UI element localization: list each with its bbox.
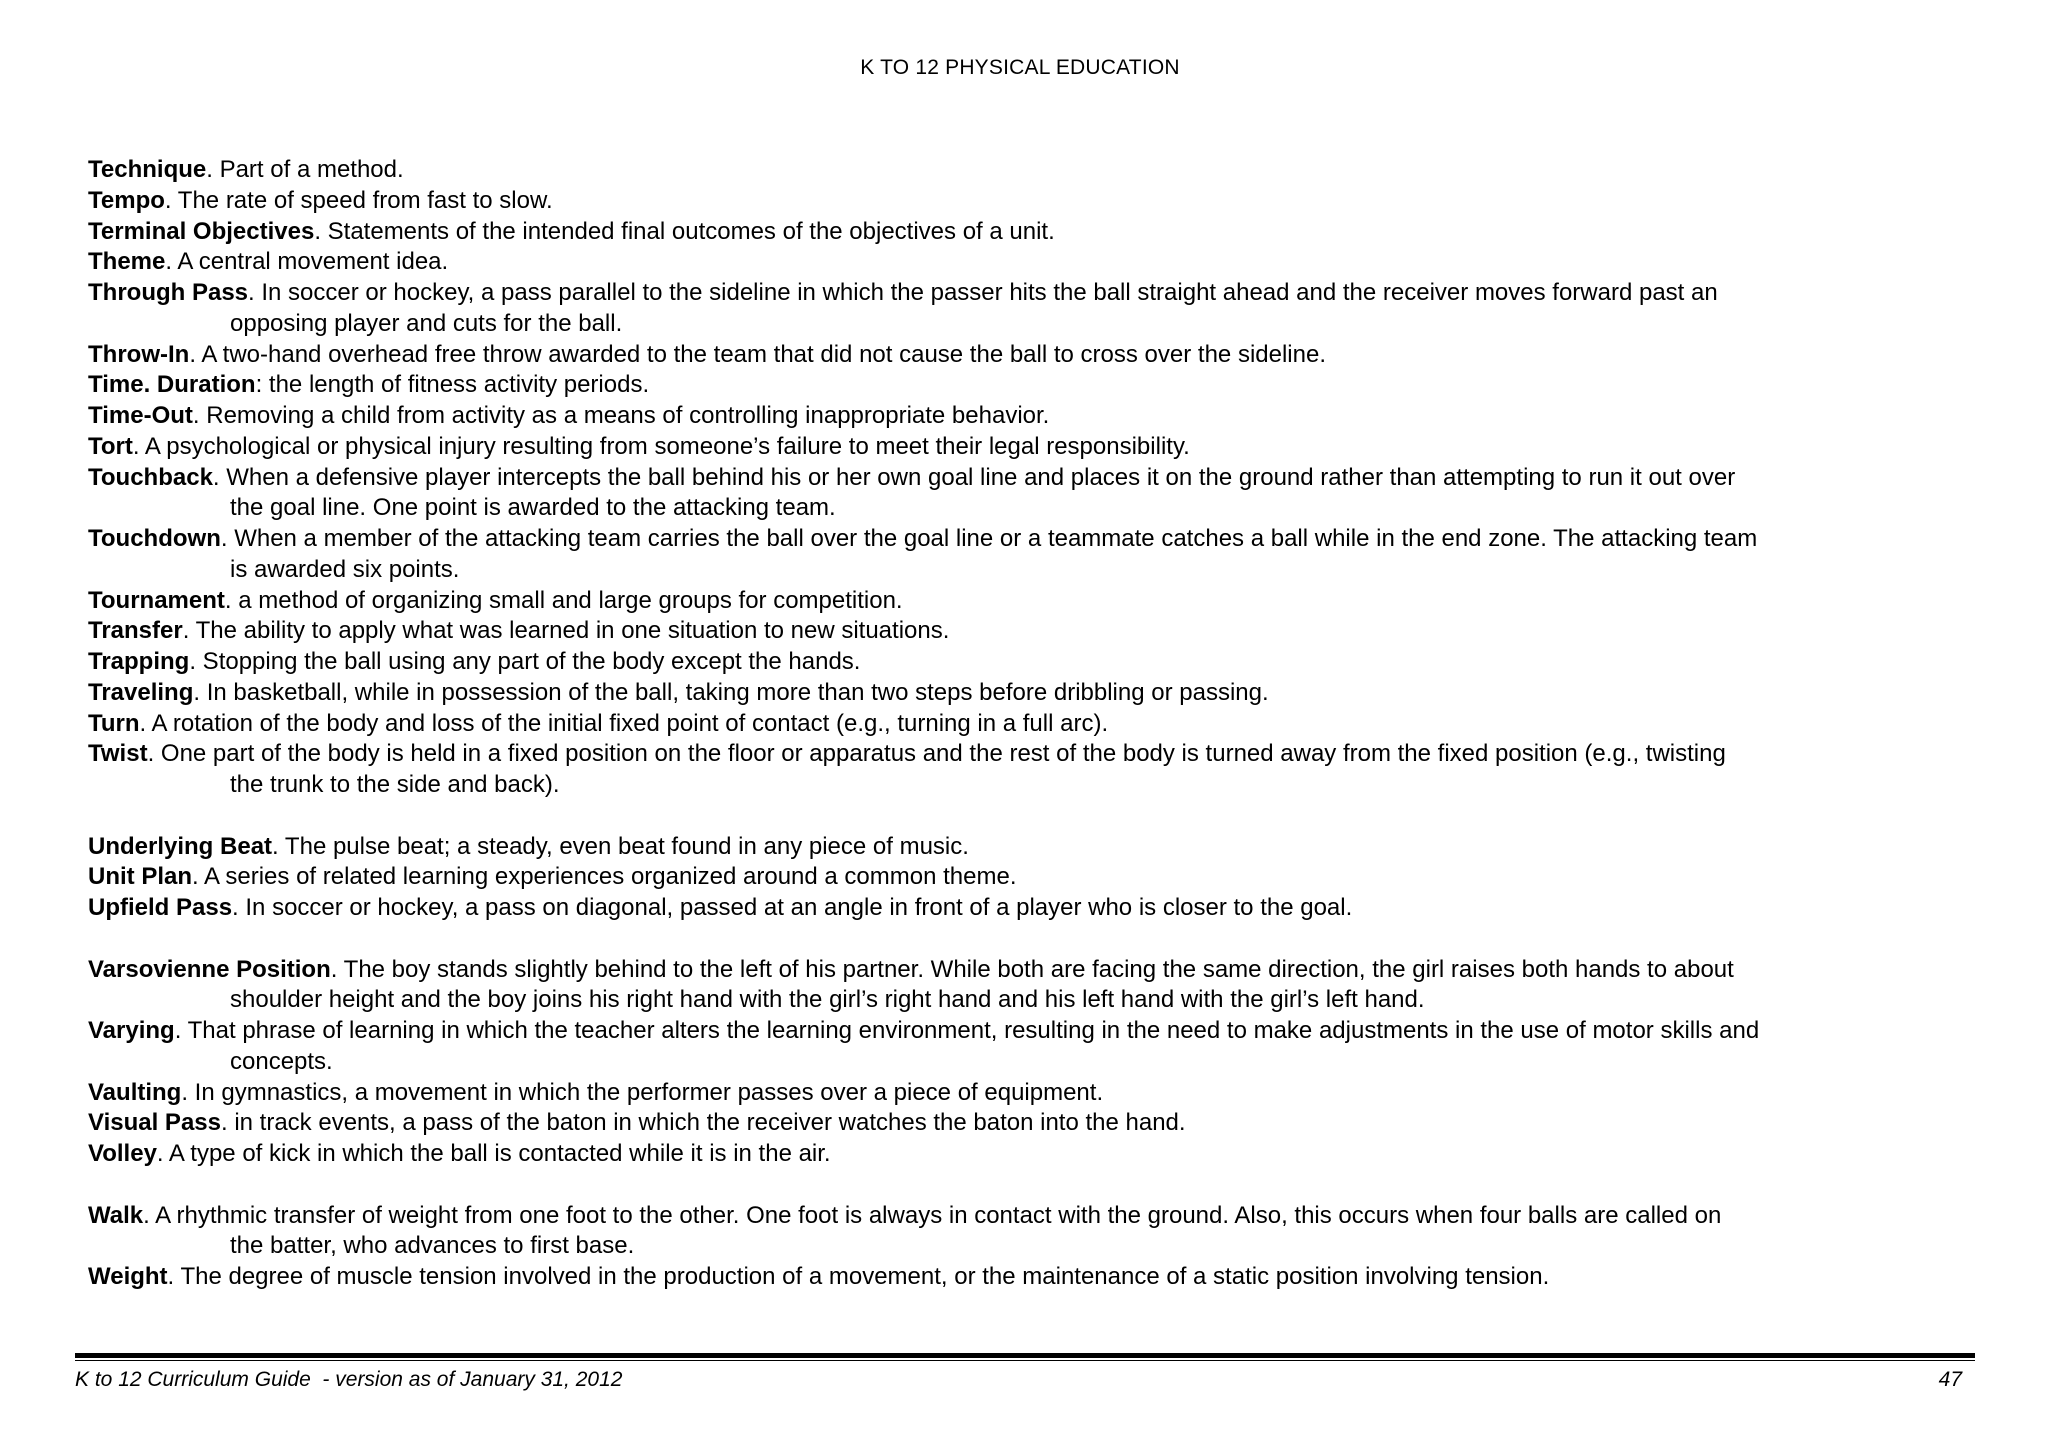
glossary-term: Varsovienne Position [88, 955, 331, 983]
glossary-term: Through Pass [88, 279, 249, 306]
glossary-definition: . A rhythmic transfer of weight from one foot to the other. One foot is always in contact with the ground. Also, this occurs when four balls are called on [143, 1201, 1722, 1229]
glossary-term: Time-Out [88, 402, 193, 429]
glossary-term: Volley [88, 1140, 157, 1167]
glossary-entry-line [88, 1108, 2028, 1139]
glossary-entry [88, 217, 2028, 248]
glossary-term: Upfield Pass [88, 894, 233, 921]
glossary-definition: . a method of organizing small and large groups for competition. [224, 586, 903, 614]
glossary-entry-line [88, 955, 2028, 986]
glossary-definition-continued: the goal line. One point is awarded to the attacking team. [230, 494, 836, 522]
glossary-entry-line [88, 370, 2028, 401]
glossary-term: Weight [88, 1263, 168, 1290]
glossary-term: Trapping [88, 648, 190, 675]
glossary-entry-line [88, 1139, 2028, 1170]
glossary-term: Vaulting [88, 1078, 182, 1106]
glossary-term: Touchdown [88, 525, 221, 552]
glossary-entry [88, 955, 2028, 1017]
glossary-entry-line [88, 432, 2028, 463]
glossary-entry [88, 432, 2028, 463]
glossary-definition: . One part of the body is held in a fixed position on the floor or apparatus and the rest of the body is turned away from the fixed position (e.g., twisting [147, 740, 1726, 768]
glossary-entry-line [88, 247, 2028, 278]
glossary-entry [88, 463, 2028, 525]
glossary-definition: . The boy stands slightly behind to the left of his partner. While both are facing the same direction, the girl raises both hands to about [330, 955, 1734, 983]
glossary-list [88, 155, 2028, 1293]
glossary-term: Underlying Beat [88, 832, 273, 860]
glossary-entry [88, 340, 2028, 371]
glossary-entry [88, 1201, 2028, 1263]
glossary-entry [88, 1016, 2028, 1078]
glossary-entry-line [88, 155, 2028, 186]
glossary-definition: . In soccer or hockey, a pass on diagonal, passed at an angle in front of a player who is closer to the goal. [232, 894, 1353, 921]
glossary-entry-line [88, 463, 2028, 494]
glossary-entry-line [88, 586, 2028, 617]
glossary-entry [88, 739, 2028, 801]
glossary-entry [88, 678, 2028, 709]
glossary-entry-line [88, 616, 2028, 647]
glossary-definition-continued: shoulder height and the boy joins his right hand with the girl’s right hand and his left hand with the girl’s left hand. [230, 986, 1425, 1014]
footer-guide-version: K to 12 Curriculum Guide - version as of January 31, 2012 [75, 1368, 623, 1391]
glossary-entry [88, 401, 2028, 432]
glossary-definition: . The ability to apply what was learned in one situation to new situations. [182, 617, 950, 645]
glossary-entry-line [88, 739, 2028, 770]
glossary-entry [88, 370, 2028, 401]
glossary-entry-line [88, 524, 2028, 555]
glossary-definition: . When a defensive player intercepts the ball behind his or her own goal line and places it on the ground rather than attempting to run it out over [212, 463, 1736, 491]
glossary-term: Twist [88, 740, 148, 768]
glossary-definition: . A two-hand overhead free throw awarded to the team that did not cause the ball to cross over the sideline. [189, 340, 1326, 368]
glossary-definition: . The pulse beat; a steady, even beat found in any piece of music. [272, 832, 969, 860]
glossary-entry-line [88, 678, 2028, 709]
glossary-definition: . In basketball, while in possession of the ball, taking more than two steps before dribbling or passing. [193, 678, 1269, 706]
glossary-entry [88, 862, 2028, 893]
glossary-entry-line [88, 186, 2028, 217]
glossary-definition: . In gymnastics, a movement in which the performer passes over a piece of equipment. [181, 1078, 1104, 1106]
glossary-entry-line [88, 1078, 2028, 1109]
glossary-definition: . Removing a child from activity as a means of controlling inappropriate behavior. [192, 402, 1050, 429]
glossary-entry-line [88, 278, 2028, 309]
glossary-term: Technique [88, 156, 207, 183]
glossary-term: Throw-In [88, 340, 190, 368]
glossary-entry-line [88, 832, 2028, 863]
glossary-entry [88, 524, 2028, 586]
glossary-term: Tournament [88, 586, 225, 614]
glossary-definition-continued: the batter, who advances to first base. [230, 1232, 635, 1260]
glossary-term: Visual Pass [88, 1109, 221, 1137]
glossary-term: Transfer [88, 617, 183, 645]
glossary-entry-line [88, 1262, 2028, 1293]
glossary-entry-line [88, 217, 2028, 248]
glossary-entry [88, 893, 2028, 924]
glossary-term: Unit Plan [88, 863, 193, 891]
glossary-term: Touchback [88, 463, 213, 491]
glossary-entry-line [88, 401, 2028, 432]
glossary-definition: . The degree of muscle tension involved in the production of a movement, or the maintenance of a static position involving tension. [167, 1263, 1550, 1290]
glossary-entry-line [88, 647, 2028, 678]
glossary-definition: . A rotation of the body and loss of the initial fixed point of contact (e.g., turning in a full arc). [139, 709, 1109, 737]
glossary-entry [88, 647, 2028, 678]
glossary-term: Tempo [88, 186, 165, 214]
glossary-group [88, 155, 2028, 801]
glossary-entry [88, 1078, 2028, 1109]
glossary-definition: . Part of a method. [206, 156, 404, 183]
glossary-definition: . The rate of speed from fast to slow. [164, 186, 553, 214]
glossary-entry [88, 616, 2028, 647]
glossary-definition-continued: opposing player and cuts for the ball. [230, 309, 623, 337]
glossary-entry [88, 1108, 2028, 1139]
glossary-group [88, 955, 2028, 1170]
glossary-entry [88, 1139, 2028, 1170]
glossary-definition: . When a member of the attacking team carries the ball over the goal line or a teammate catches a ball while in the end zone. The attacking team [220, 525, 1758, 552]
glossary-definition: . in track events, a pass of the baton in which the receiver watches the baton into the hand. [220, 1109, 1186, 1137]
glossary-definition-continued: the trunk to the side and back). [230, 771, 560, 798]
glossary-entry [88, 247, 2028, 278]
glossary-group [88, 1201, 2028, 1293]
footer-divider [75, 1353, 1975, 1361]
glossary-term: Theme [88, 248, 166, 276]
glossary-entry [88, 586, 2028, 617]
glossary-definition: . A central movement idea. [165, 248, 449, 276]
glossary-definition: . Statements of the intended final outcomes of the objectives of a unit. [314, 217, 1055, 245]
page-header-title: K TO 12 PHYSICAL EDUCATION [860, 56, 1180, 79]
glossary-term: Varying [88, 1017, 175, 1044]
glossary-entry [88, 278, 2028, 340]
glossary-entry [88, 186, 2028, 217]
glossary-definition: . A series of related learning experiences organized around a common theme. [192, 863, 1017, 891]
glossary-term: Walk [88, 1201, 144, 1229]
glossary-definition: . A type of kick in which the ball is contacted while it is in the air. [156, 1140, 831, 1167]
glossary-entry-line [88, 893, 2028, 924]
page-number: 47 [1938, 1368, 1962, 1391]
glossary-entry [88, 832, 2028, 863]
glossary-definition: . In soccer or hockey, a pass parallel to the sideline in which the passer hits the ball straight ahead and the receiver moves forward past an [248, 279, 1718, 306]
glossary-definition: : the length of fitness activity periods. [255, 371, 650, 399]
glossary-entry-line [88, 862, 2028, 893]
glossary-definition: . Stopping the ball using any part of the body except the hands. [189, 648, 861, 675]
glossary-entry-line [88, 1016, 2028, 1047]
glossary-term: Time. Duration [88, 371, 256, 399]
glossary-entry [88, 155, 2028, 186]
glossary-term: Turn [88, 709, 140, 737]
glossary-entry [88, 709, 2028, 740]
glossary-definition: . That phrase of learning in which the teacher alters the learning environment, resulting in the need to make adjustments in the use of motor skills and [174, 1017, 1760, 1044]
glossary-entry [88, 1262, 2028, 1293]
glossary-term: Tort [88, 432, 133, 460]
glossary-definition-continued: is awarded six points. [230, 555, 460, 583]
glossary-definition: . A psychological or physical injury resulting from someone’s failure to meet their legal responsibility. [132, 432, 1190, 460]
glossary-term: Traveling [88, 678, 194, 706]
glossary-group [88, 832, 2028, 924]
glossary-term: Terminal Objectives [88, 217, 315, 245]
glossary-definition-continued: concepts. [230, 1047, 333, 1075]
glossary-entry-line [88, 709, 2028, 740]
glossary-entry-line [88, 1201, 2028, 1232]
glossary-entry-line [88, 340, 2028, 371]
